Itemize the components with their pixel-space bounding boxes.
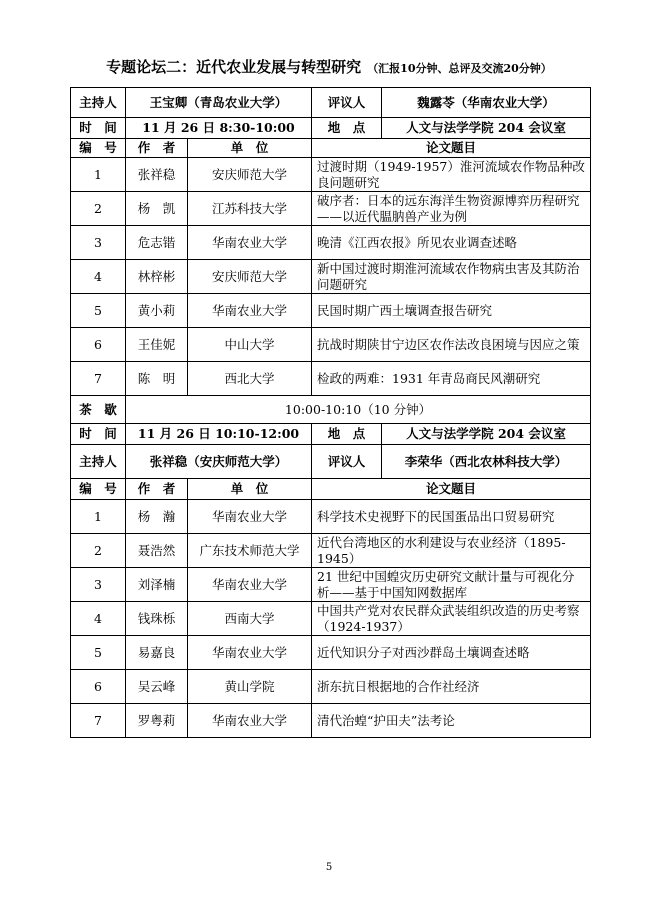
paper-no: 1 (71, 158, 126, 192)
table-row (71, 602, 591, 636)
paper-no: 5 (71, 294, 126, 328)
paper-topic: 浙东抗日根据地的合作社经济 (312, 670, 591, 704)
table-row (71, 260, 591, 294)
author-header: 作 者 (126, 139, 188, 158)
paper-unit: 中山大学 (188, 328, 312, 362)
paper-unit: 安庆师范大学 (188, 158, 312, 192)
paper-no: 4 (71, 260, 126, 294)
session1-column-header (71, 139, 591, 158)
paper-author: 钱珠栎 (126, 602, 188, 636)
paper-no: 3 (71, 568, 126, 602)
session2-reviewer: 李荣华（西北农林科技大学） (382, 445, 591, 479)
table-row (71, 670, 591, 704)
session2-column-header (71, 479, 591, 500)
num-header: 编 号 (71, 479, 126, 500)
unit-header: 单 位 (188, 479, 312, 500)
paper-topic: 清代治蝗“护田夫”法考论 (312, 704, 591, 738)
paper-no: 4 (71, 602, 126, 636)
paper-topic: 破序者：日本的远东海洋生物资源博弈历程研究——以近代腽肭兽产业为例 (312, 192, 591, 226)
session1-host: 王宝卿（青岛农业大学） (126, 88, 312, 118)
paper-topic: 21 世纪中国蝗灾历史研究文献计量与可视化分析——基于中国知网数据库 (312, 568, 591, 602)
paper-author: 罗粤莉 (126, 704, 188, 738)
reviewer-label: 评议人 (312, 88, 382, 118)
session2-time-row (71, 424, 591, 445)
paper-unit: 华南农业大学 (188, 636, 312, 670)
paper-topic: 中国共产党对农民群众武装组织改造的历史考察（1924-1937） (312, 602, 591, 636)
paper-topic: 过渡时期（1949-1957）淮河流域农作物品种改良问题研究 (312, 158, 591, 192)
paper-no: 1 (71, 500, 126, 534)
table-row (71, 328, 591, 362)
table-row (71, 294, 591, 328)
session1-reviewer: 魏露苓（华南农业大学） (382, 88, 591, 118)
page-title (0, 56, 658, 77)
session2-host: 张祥稳（安庆师范大学） (126, 445, 312, 479)
paper-topic: 检政的两难：1931 年青岛商民风潮研究 (312, 362, 591, 396)
paper-unit: 华南农业大学 (188, 500, 312, 534)
tea-break-label: 茶 歇 (71, 396, 126, 424)
title-main: 专题论坛二：近代农业发展与转型研究 (106, 58, 362, 76)
paper-topic: 新中国过渡时期淮河流域农作物病虫害及其防治问题研究 (312, 260, 591, 294)
paper-unit: 安庆师范大学 (188, 260, 312, 294)
paper-no: 6 (71, 670, 126, 704)
paper-topic: 近代知识分子对西沙群岛土壤调查述略 (312, 636, 591, 670)
author-header: 作 者 (126, 479, 188, 500)
session1-time-row (71, 118, 591, 139)
topic-header: 论文题目 (312, 139, 591, 158)
table-row (71, 192, 591, 226)
table-row (71, 568, 591, 602)
reviewer-label: 评议人 (312, 445, 382, 479)
paper-no: 3 (71, 226, 126, 260)
session1-place: 人文与法学学院 204 会议室 (382, 118, 591, 139)
host-label: 主持人 (71, 88, 126, 118)
paper-no: 2 (71, 192, 126, 226)
paper-unit: 西南大学 (188, 602, 312, 636)
paper-author: 刘泽楠 (126, 568, 188, 602)
session2-place: 人文与法学学院 204 会议室 (382, 424, 591, 445)
paper-topic: 抗战时期陕甘宁边区农作法改良困境与因应之策 (312, 328, 591, 362)
paper-author: 王佳妮 (126, 328, 188, 362)
paper-author: 张祥稳 (126, 158, 188, 192)
time-label: 时 间 (71, 424, 126, 445)
paper-no: 2 (71, 534, 126, 568)
paper-author: 黄小莉 (126, 294, 188, 328)
paper-unit: 西北大学 (188, 362, 312, 396)
paper-author: 杨 凯 (126, 192, 188, 226)
paper-unit: 黄山学院 (188, 670, 312, 704)
paper-no: 5 (71, 636, 126, 670)
place-label: 地 点 (312, 118, 382, 139)
table-row (71, 704, 591, 738)
session2-host-row (71, 445, 591, 479)
paper-topic: 晚清《江西农报》所见农业调查述略 (312, 226, 591, 260)
table-row (71, 636, 591, 670)
paper-no: 6 (71, 328, 126, 362)
title-sub: （汇报10分钟、总评及交流20分钟） (367, 62, 552, 75)
paper-author: 杨 瀚 (126, 500, 188, 534)
paper-topic: 近代台湾地区的水利建设与农业经济（1895-1945） (312, 534, 591, 568)
table-row (71, 534, 591, 568)
paper-unit: 江苏科技大学 (188, 192, 312, 226)
table-row (71, 226, 591, 260)
paper-unit: 华南农业大学 (188, 226, 312, 260)
paper-topic: 民国时期广西土壤调查报告研究 (312, 294, 591, 328)
table-row (71, 500, 591, 534)
paper-author: 吴云峰 (126, 670, 188, 704)
unit-header: 单 位 (188, 139, 312, 158)
tea-break-row (71, 396, 591, 424)
paper-no: 7 (71, 704, 126, 738)
session2-time: 11 月 26 日 10:10-12:00 (126, 424, 312, 445)
schedule-table (70, 87, 591, 738)
time-label: 时 间 (71, 118, 126, 139)
paper-no: 7 (71, 362, 126, 396)
paper-author: 易嘉良 (126, 636, 188, 670)
topic-header: 论文题目 (312, 479, 591, 500)
place-label: 地 点 (312, 424, 382, 445)
paper-unit: 广东技术师范大学 (188, 534, 312, 568)
paper-unit: 华南农业大学 (188, 704, 312, 738)
paper-unit: 华南农业大学 (188, 294, 312, 328)
paper-author: 林梓彬 (126, 260, 188, 294)
page-number: 5 (325, 862, 333, 873)
num-header: 编 号 (71, 139, 126, 158)
host-label: 主持人 (71, 445, 126, 479)
table-row (71, 158, 591, 192)
paper-author: 危志锴 (126, 226, 188, 260)
session1-host-row (71, 88, 591, 118)
paper-author: 聂浩然 (126, 534, 188, 568)
paper-author: 陈 明 (126, 362, 188, 396)
session1-time: 11 月 26 日 8:30-10:00 (126, 118, 312, 139)
table-row (71, 362, 591, 396)
paper-topic: 科学技术史视野下的民国蛋品出口贸易研究 (312, 500, 591, 534)
tea-break-time: 10:00-10:10（10 分钟） (126, 396, 591, 424)
paper-unit: 华南农业大学 (188, 568, 312, 602)
